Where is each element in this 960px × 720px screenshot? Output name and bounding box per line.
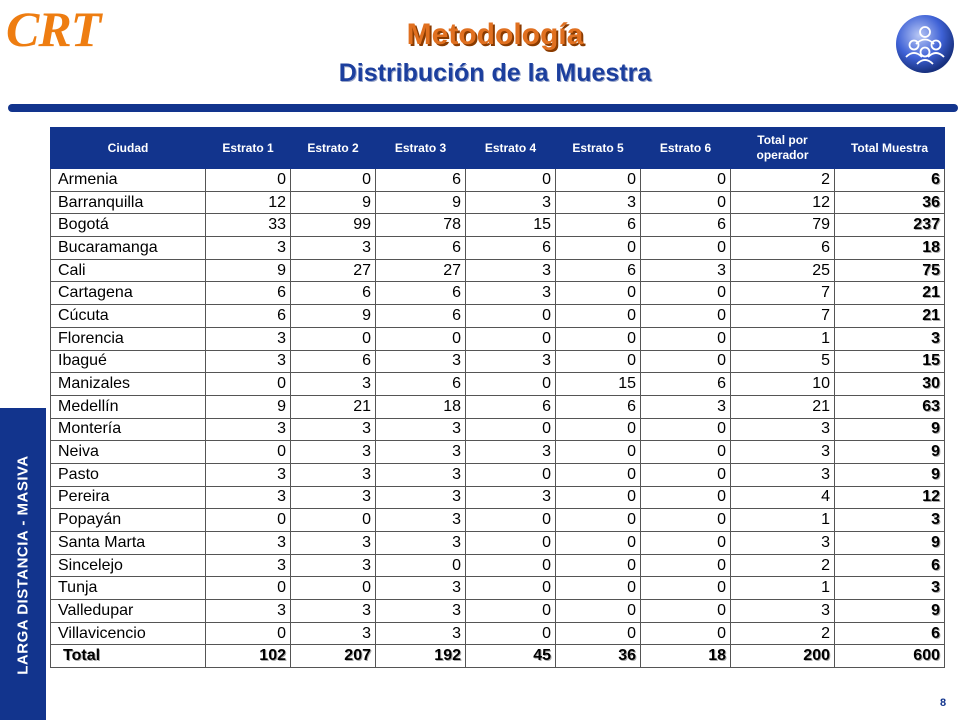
- value-cell: 0: [466, 600, 556, 623]
- value-cell: 3: [376, 486, 466, 509]
- value-cell: 3: [206, 600, 291, 623]
- value-cell: 6: [376, 169, 466, 192]
- value-cell: 3: [291, 441, 376, 464]
- value-cell: 0: [466, 463, 556, 486]
- value-cell: 3: [376, 463, 466, 486]
- value-cell: 3: [466, 282, 556, 305]
- value-cell: 0: [206, 509, 291, 532]
- value-cell: 6: [206, 305, 291, 328]
- value-cell: 6: [556, 259, 641, 282]
- value-cell: 0: [466, 577, 556, 600]
- city-cell: Medellín: [51, 395, 206, 418]
- city-cell: Florencia: [51, 327, 206, 350]
- value-cell: 0: [466, 554, 556, 577]
- total-cell: 3: [835, 509, 945, 532]
- value-cell: 0: [206, 169, 291, 192]
- value-cell: 6: [206, 282, 291, 305]
- total-row: [51, 645, 945, 668]
- value-cell: 0: [641, 191, 731, 214]
- value-cell: 3: [641, 395, 731, 418]
- table-row: [51, 577, 945, 600]
- value-cell: 2: [731, 554, 835, 577]
- value-cell: 3: [206, 237, 291, 260]
- value-cell: 3: [376, 600, 466, 623]
- total-cell: 9: [835, 532, 945, 555]
- value-cell: 3: [466, 350, 556, 373]
- value-cell: 0: [556, 577, 641, 600]
- value-cell: 0: [206, 622, 291, 645]
- value-cell: 0: [641, 327, 731, 350]
- total-cell: 600: [835, 645, 945, 668]
- city-cell: Bucaramanga: [51, 237, 206, 260]
- table-row: [51, 395, 945, 418]
- value-cell: 0: [291, 577, 376, 600]
- value-cell: 21: [731, 395, 835, 418]
- value-cell: 25: [731, 259, 835, 282]
- table-row: [51, 214, 945, 237]
- total-cell: 3: [835, 577, 945, 600]
- value-cell: 0: [376, 327, 466, 350]
- value-cell: 3: [206, 350, 291, 373]
- table-row: [51, 373, 945, 396]
- value-cell: 0: [291, 509, 376, 532]
- value-cell: 3: [376, 441, 466, 464]
- value-cell: 12: [731, 191, 835, 214]
- table-row: [51, 169, 945, 192]
- total-cell: 21: [835, 305, 945, 328]
- value-cell: 0: [641, 418, 731, 441]
- value-cell: 3: [556, 191, 641, 214]
- value-cell: 102: [206, 645, 291, 668]
- column-header: Estrato 6: [641, 128, 731, 169]
- value-cell: 0: [556, 305, 641, 328]
- value-cell: 0: [376, 554, 466, 577]
- value-cell: 3: [206, 554, 291, 577]
- value-cell: 6: [466, 395, 556, 418]
- value-cell: 6: [641, 373, 731, 396]
- table-row: [51, 282, 945, 305]
- header-rule: [8, 104, 958, 112]
- total-cell: 9: [835, 418, 945, 441]
- city-cell: Bogotá: [51, 214, 206, 237]
- value-cell: 0: [466, 509, 556, 532]
- value-cell: 0: [466, 305, 556, 328]
- value-cell: 3: [206, 327, 291, 350]
- total-cell: 15: [835, 350, 945, 373]
- total-cell: 6: [835, 554, 945, 577]
- crt-logo: CRT: [6, 1, 101, 57]
- page-subtitle: Distribución de la Muestra: [338, 59, 652, 87]
- value-cell: 3: [466, 191, 556, 214]
- value-cell: 0: [466, 418, 556, 441]
- value-cell: 5: [731, 350, 835, 373]
- value-cell: 3: [376, 532, 466, 555]
- value-cell: 0: [641, 282, 731, 305]
- value-cell: 0: [641, 486, 731, 509]
- value-cell: 3: [376, 577, 466, 600]
- value-cell: 0: [641, 169, 731, 192]
- value-cell: 3: [206, 463, 291, 486]
- city-cell: Manizales: [51, 373, 206, 396]
- table-row: [51, 622, 945, 645]
- total-cell: 36: [835, 191, 945, 214]
- city-cell: Cartagena: [51, 282, 206, 305]
- column-header: Estrato 5: [556, 128, 641, 169]
- value-cell: 3: [291, 554, 376, 577]
- column-header: Total Muestra: [835, 128, 945, 169]
- page-title: Metodología: [406, 18, 584, 51]
- city-cell: Barranquilla: [51, 191, 206, 214]
- value-cell: 3: [376, 350, 466, 373]
- page-number: 8: [940, 697, 947, 709]
- value-cell: 0: [556, 509, 641, 532]
- value-cell: 0: [556, 441, 641, 464]
- value-cell: 3: [291, 622, 376, 645]
- value-cell: 3: [291, 486, 376, 509]
- value-cell: 200: [731, 645, 835, 668]
- value-cell: 0: [556, 418, 641, 441]
- column-header: Ciudad: [51, 128, 206, 169]
- value-cell: 0: [641, 441, 731, 464]
- city-cell: Cúcuta: [51, 305, 206, 328]
- value-cell: 3: [376, 418, 466, 441]
- value-cell: 0: [466, 169, 556, 192]
- value-cell: 45: [466, 645, 556, 668]
- value-cell: 6: [376, 373, 466, 396]
- table-header-row: [51, 128, 945, 169]
- value-cell: 6: [641, 214, 731, 237]
- column-header: Estrato 3: [376, 128, 466, 169]
- table-row: [51, 237, 945, 260]
- table-row: [51, 486, 945, 509]
- globe-people-icon: [895, 14, 955, 74]
- total-cell: 9: [835, 600, 945, 623]
- value-cell: 3: [291, 600, 376, 623]
- value-cell: 15: [466, 214, 556, 237]
- value-cell: 6: [556, 395, 641, 418]
- value-cell: 6: [291, 350, 376, 373]
- total-cell: 18: [835, 237, 945, 260]
- value-cell: 0: [641, 509, 731, 532]
- total-cell: 9: [835, 463, 945, 486]
- city-cell: Popayán: [51, 509, 206, 532]
- value-cell: 3: [291, 237, 376, 260]
- total-cell: 3: [835, 327, 945, 350]
- city-cell: Villavicencio: [51, 622, 206, 645]
- value-cell: 79: [731, 214, 835, 237]
- value-cell: 3: [206, 418, 291, 441]
- value-cell: 0: [556, 237, 641, 260]
- value-cell: 0: [206, 577, 291, 600]
- total-cell: 12: [835, 486, 945, 509]
- value-cell: 4: [731, 486, 835, 509]
- city-cell: Valledupar: [51, 600, 206, 623]
- value-cell: 0: [641, 305, 731, 328]
- value-cell: 207: [291, 645, 376, 668]
- value-cell: 27: [376, 259, 466, 282]
- city-cell: Cali: [51, 259, 206, 282]
- value-cell: 99: [291, 214, 376, 237]
- value-cell: 6: [556, 214, 641, 237]
- value-cell: 33: [206, 214, 291, 237]
- table-row: [51, 418, 945, 441]
- value-cell: 3: [206, 532, 291, 555]
- value-cell: 0: [466, 327, 556, 350]
- value-cell: 12: [206, 191, 291, 214]
- value-cell: 0: [206, 373, 291, 396]
- value-cell: 3: [731, 418, 835, 441]
- city-cell: Sincelejo: [51, 554, 206, 577]
- column-header: Total por operador: [731, 128, 835, 169]
- total-cell: 237: [835, 214, 945, 237]
- total-cell: 30: [835, 373, 945, 396]
- table-row: [51, 350, 945, 373]
- value-cell: 3: [291, 463, 376, 486]
- value-cell: 21: [291, 395, 376, 418]
- value-cell: 0: [641, 622, 731, 645]
- value-cell: 0: [556, 600, 641, 623]
- value-cell: 9: [206, 259, 291, 282]
- value-cell: 3: [731, 441, 835, 464]
- value-cell: 7: [731, 305, 835, 328]
- value-cell: 6: [376, 282, 466, 305]
- table-row: [51, 600, 945, 623]
- value-cell: 3: [731, 600, 835, 623]
- value-cell: 1: [731, 577, 835, 600]
- value-cell: 7: [731, 282, 835, 305]
- city-cell: Armenia: [51, 169, 206, 192]
- value-cell: 3: [376, 509, 466, 532]
- value-cell: 15: [556, 373, 641, 396]
- value-cell: 3: [466, 486, 556, 509]
- table-row: [51, 509, 945, 532]
- value-cell: 0: [466, 373, 556, 396]
- value-cell: 0: [641, 554, 731, 577]
- value-cell: 3: [731, 532, 835, 555]
- value-cell: 0: [641, 600, 731, 623]
- value-cell: 0: [556, 327, 641, 350]
- value-cell: 0: [556, 350, 641, 373]
- column-header: Estrato 4: [466, 128, 556, 169]
- table-row: [51, 191, 945, 214]
- total-cell: 21: [835, 282, 945, 305]
- value-cell: 0: [556, 486, 641, 509]
- value-cell: 9: [376, 191, 466, 214]
- column-header: Estrato 2: [291, 128, 376, 169]
- value-cell: 0: [641, 237, 731, 260]
- value-cell: 0: [556, 622, 641, 645]
- value-cell: 0: [206, 441, 291, 464]
- value-cell: 18: [641, 645, 731, 668]
- value-cell: 0: [291, 169, 376, 192]
- column-header: Estrato 1: [206, 128, 291, 169]
- table-row: [51, 532, 945, 555]
- total-cell: 75: [835, 259, 945, 282]
- value-cell: 78: [376, 214, 466, 237]
- value-cell: 6: [376, 305, 466, 328]
- total-cell: 6: [835, 622, 945, 645]
- value-cell: 192: [376, 645, 466, 668]
- table-row: [51, 463, 945, 486]
- value-cell: 3: [376, 622, 466, 645]
- value-cell: 3: [466, 259, 556, 282]
- table-row: [51, 305, 945, 328]
- value-cell: 10: [731, 373, 835, 396]
- value-cell: 2: [731, 169, 835, 192]
- value-cell: 9: [291, 305, 376, 328]
- value-cell: 3: [291, 532, 376, 555]
- value-cell: 0: [641, 577, 731, 600]
- total-cell: 6: [835, 169, 945, 192]
- city-cell: Tunja: [51, 577, 206, 600]
- value-cell: 6: [376, 237, 466, 260]
- value-cell: 0: [556, 532, 641, 555]
- total-cell: 63: [835, 395, 945, 418]
- value-cell: 2: [731, 622, 835, 645]
- value-cell: 3: [641, 259, 731, 282]
- value-cell: 0: [641, 532, 731, 555]
- value-cell: 0: [641, 350, 731, 373]
- value-cell: 0: [556, 169, 641, 192]
- city-cell: Neiva: [51, 441, 206, 464]
- value-cell: 3: [466, 441, 556, 464]
- value-cell: 1: [731, 509, 835, 532]
- value-cell: 9: [291, 191, 376, 214]
- value-cell: 18: [376, 395, 466, 418]
- value-cell: 3: [731, 463, 835, 486]
- value-cell: 0: [556, 463, 641, 486]
- table-row: [51, 441, 945, 464]
- value-cell: 9: [206, 395, 291, 418]
- value-cell: 0: [641, 463, 731, 486]
- city-cell: Santa Marta: [51, 532, 206, 555]
- table-row: [51, 327, 945, 350]
- table-row: [51, 259, 945, 282]
- city-cell: Pereira: [51, 486, 206, 509]
- value-cell: 0: [291, 327, 376, 350]
- value-cell: 6: [291, 282, 376, 305]
- city-cell: Pasto: [51, 463, 206, 486]
- value-cell: 0: [466, 532, 556, 555]
- sample-distribution-table: [50, 127, 945, 668]
- value-cell: 27: [291, 259, 376, 282]
- city-cell: Montería: [51, 418, 206, 441]
- value-cell: 3: [291, 373, 376, 396]
- value-cell: 6: [466, 237, 556, 260]
- value-cell: 1: [731, 327, 835, 350]
- value-cell: 6: [731, 237, 835, 260]
- sidebar-label: LARGA DISTANCIA - MASIVA: [14, 455, 32, 675]
- value-cell: 3: [291, 418, 376, 441]
- total-cell: 9: [835, 441, 945, 464]
- city-cell: Ibagué: [51, 350, 206, 373]
- table-row: [51, 554, 945, 577]
- value-cell: 3: [206, 486, 291, 509]
- value-cell: 0: [466, 622, 556, 645]
- city-cell: Total: [51, 645, 206, 668]
- value-cell: 36: [556, 645, 641, 668]
- value-cell: 0: [556, 554, 641, 577]
- value-cell: 0: [556, 282, 641, 305]
